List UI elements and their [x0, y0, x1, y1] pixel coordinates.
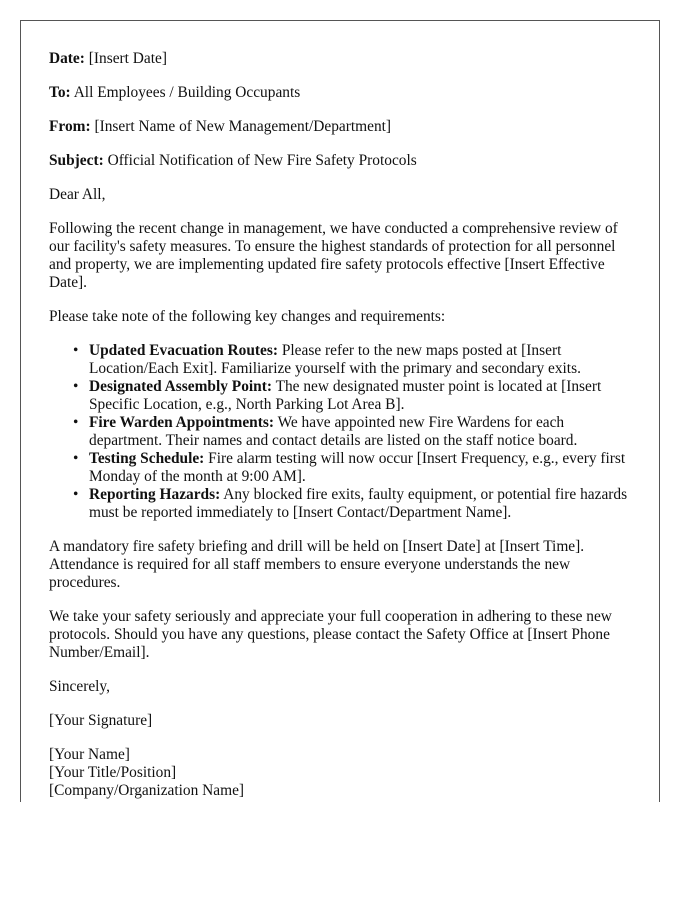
signature-placeholder: [Your Signature] — [49, 712, 153, 729]
to-line — [49, 84, 631, 102]
from-line — [49, 118, 631, 136]
briefing-paragraph: A mandatory fire safety briefing and drill will be held on [Insert Date] at [Insert Time]. Attendance is required for all staff members to ensure everyone understands the new procedures. — [49, 538, 585, 591]
list-item — [73, 342, 631, 378]
valediction: Sincerely, — [49, 678, 110, 695]
date-value: [Insert Date] — [88, 50, 167, 67]
to-label: To: — [49, 84, 71, 101]
item-title: Reporting Hazards: — [89, 486, 221, 503]
bullet-icon: • — [73, 378, 79, 395]
sender-name: [Your Name] — [49, 746, 130, 763]
date-line — [49, 50, 631, 68]
item-text: The new designated muster point is located at [Insert Specific Location, e.g., North Parking Lot Area B]. — [89, 378, 602, 413]
subject-label: Subject: — [49, 152, 104, 169]
subject-value: Official Notification of New Fire Safety Protocols — [107, 152, 417, 169]
list-item — [73, 378, 631, 414]
item-text: Please refer to the new maps posted at [Insert Location/Each Exit]. Familiarize yourself with the primary and secondary exits. — [89, 342, 581, 377]
greeting: Dear All, — [49, 186, 106, 203]
signature-block — [49, 678, 631, 800]
bullet-icon: • — [73, 414, 79, 431]
sender-details — [49, 746, 631, 800]
to-value: All Employees / Building Occupants — [73, 84, 301, 101]
bullet-icon: • — [73, 342, 79, 359]
item-text: We have appointed new Fire Wardens for each department. Their names and contact details are listed on the staff notice board. — [89, 414, 578, 449]
item-title: Testing Schedule: — [89, 450, 205, 467]
list-item — [73, 414, 631, 450]
bullet-icon: • — [73, 450, 79, 467]
letter-page — [20, 20, 660, 802]
intro-paragraph: Following the recent change in management, we have conducted a comprehensive review of our facility's safety measures. To ensure the highest standards of protection for all personnel and property, we are implementing updated fire safety protocols effective [Insert Effective Date]. — [49, 220, 618, 291]
from-label: From: — [49, 118, 91, 135]
item-title: Updated Evacuation Routes: — [89, 342, 278, 359]
subject-line — [49, 152, 631, 170]
key-changes-list — [49, 342, 631, 522]
list-item — [73, 450, 631, 486]
sender-organization: [Company/Organization Name] — [49, 782, 245, 799]
item-title: Designated Assembly Point: — [89, 378, 272, 395]
date-label: Date: — [49, 50, 85, 67]
item-text: Fire alarm testing will now occur [Insert Frequency, e.g., every first Monday of the month at 9:00 AM]. — [89, 450, 626, 485]
item-title: Fire Warden Appointments: — [89, 414, 274, 431]
list-intro: Please take note of the following key changes and requirements: — [49, 308, 446, 325]
closing-paragraph: We take your safety seriously and appreciate your full cooperation in adhering to these new protocols. Should you have any questions, please contact the Safety Office at [Insert Phone Number/Email]. — [49, 608, 612, 661]
list-item — [73, 486, 631, 522]
bullet-icon: • — [73, 486, 79, 503]
sender-title: [Your Title/Position] — [49, 764, 177, 781]
item-text: Any blocked fire exits, faulty equipment, or potential fire hazards must be reported immediately to [Insert Contact/Department Name]. — [89, 486, 628, 521]
from-value: [Insert Name of New Management/Department] — [94, 118, 392, 135]
